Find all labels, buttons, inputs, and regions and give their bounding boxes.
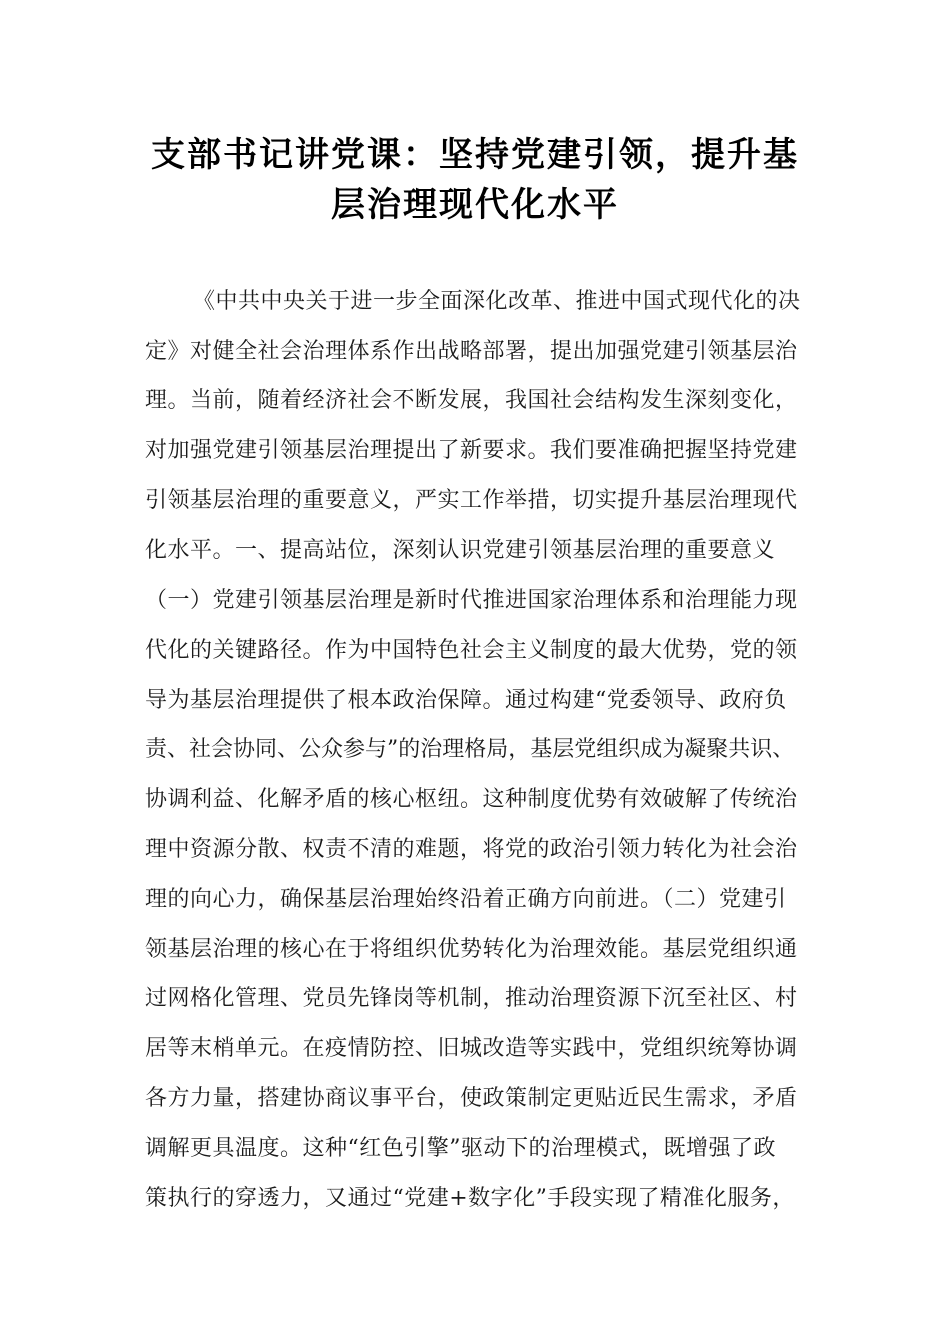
body-line-9: 导为基层治理提供了根本政治保障。通过构建“党委领导、政府负: [145, 688, 787, 713]
body-line-15: 过网格化管理、党员先锋岗等机制，推动治理资源下沉至社区、村: [145, 986, 798, 1011]
body-line-16: 居等末梢单元。在疫情防控、旧城改造等实践中，党组织统筹协调: [145, 1036, 798, 1061]
body-line-14: 领基层治理的核心在于将组织优势转化为治理效能。基层党组织通: [145, 937, 798, 962]
body-line-7: （一）党建引领基层治理是新时代推进国家治理体系和治理能力现: [145, 588, 798, 613]
body-line-13: 理的向心力，确保基层治理始终沿着正确方向前进。（二）党建引: [145, 887, 787, 912]
body-line-18: 调解更具温度。这种“红色引擎”驱动下的治理模式，既增强了政: [145, 1136, 776, 1161]
body-line-3: 理。当前，随着经济社会不断发展，我国社会结构发生深刻变化，: [145, 388, 798, 413]
body-line-8: 代化的关键路径。作为中国特色社会主义制度的最大优势，党的领: [145, 638, 798, 663]
body-line-10: 责、社会协同、公众参与”的治理格局，基层党组织成为凝聚共识、: [145, 737, 795, 762]
body-line-19: 策执行的穿透力，又通过“党建+数字化”手段实现了精准化服务，: [145, 1186, 795, 1211]
body-line-2: 定》对健全社会治理体系作出战略部署，提出加强党建引领基层治: [145, 339, 798, 364]
body-line-12: 理中资源分散、权责不清的难题，将党的政治引领力转化为社会治: [145, 837, 798, 862]
body-line-11: 协调利益、化解矛盾的核心枢纽。这种制度优势有效破解了传统治: [145, 787, 798, 812]
body-line-4: 对加强党建引领基层治理提出了新要求。我们要准确把握坚持党建: [145, 438, 798, 463]
body-line-5: 引领基层治理的重要意义，严实工作举措，切实提升基层治理现代: [145, 488, 798, 513]
document-title-line-1: 支部书记讲党课：坚持党建引领，提升基: [151, 135, 799, 175]
body-line-6: 化水平。一、提高站位，深刻认识党建引领基层治理的重要意义: [145, 538, 776, 563]
document-title-line-2: 层治理现代化水平: [331, 185, 619, 225]
body-line-1: 《中共中央关于进一步全面深化改革、推进中国式现代化的决: [193, 289, 801, 314]
body-line-17: 各方力量，搭建协商议事平台，使政策制定更贴近民生需求，矛盾: [145, 1086, 798, 1111]
